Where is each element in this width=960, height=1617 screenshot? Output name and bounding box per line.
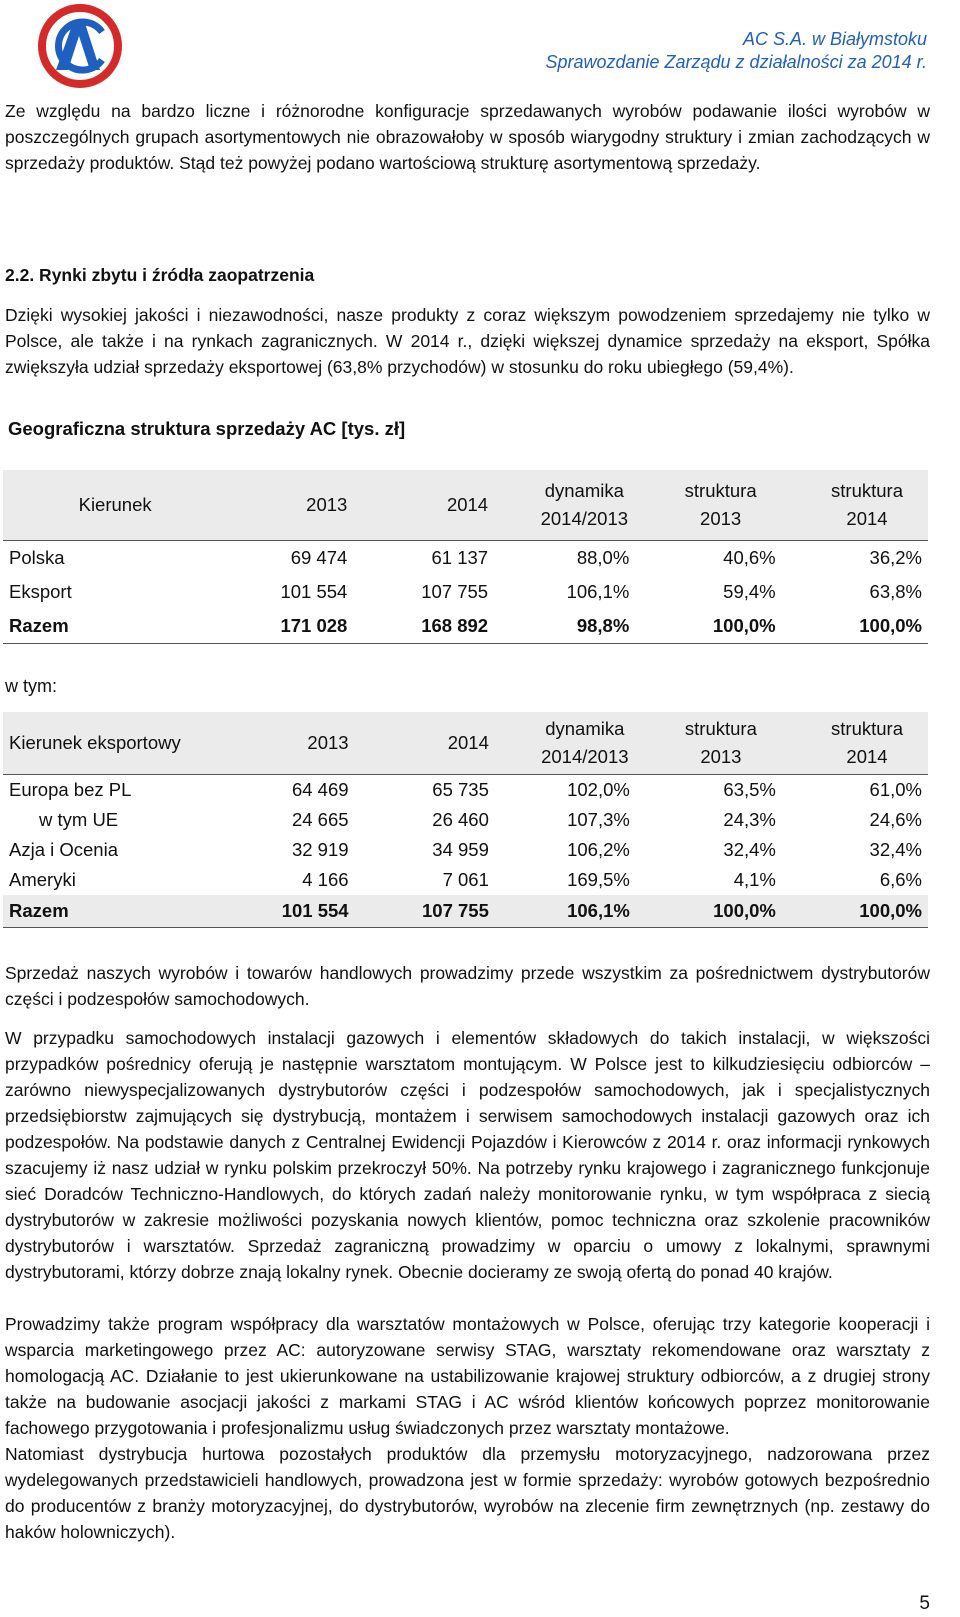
table-total-row: Razem 101 554 107 755 106,1% 100,0% 100,0% bbox=[3, 895, 928, 928]
table-header-row bbox=[3, 470, 928, 541]
section-paragraph: Dzięki wysokiej jakości i niezawodności, nasze produkty z coraz większym powodzeniem sprzedajemy nie tylko w Polsce, ale także i na rynkach zagranicznych. W 2014 r., dzięki większej dynamice sprzedaży na eksport, Spółka zwiększyła udział sprzedaży eksportowej (63,8% przychodów) w stosunku do roku ubiegłego (59,4%). bbox=[5, 305, 930, 377]
gas-installations-paragraph: W przypadku samochodowych instalacji gazowych i elementów składowych do takich instalacji, w większości przypadków pośrednicy oferują je następnie warsztatom montującym. W Polsce jest to kilkudziesięciu odbiorców – zarówno niewyspecjalizowanych dystrybutorów części i podzespołów samochodowych, jak i specjalistycznych przedsiębiorstw zajmujących się dystrybucją, montażem i serwisem samochodowych instalacji gazowych oraz ich podzespołów. Na podstawie danych z Centralnej Ewidencji Pojazdów i Kierowców z 2014 r. oraz informacji rynkowych szacujemy iż nasz udział w rynku polskim przekroczył 50%. Na potrzeby rynku krajowego i zagranicznego funkcjonuje sieć Doradców Techniczno-Handlowych, do których zadań należy monitorowanie rynku, w tym współpraca z siecią dystrybutorów w zakresie możliwości pozyskania nowych klientów, pomoc techniczna oraz szkolenie pracowników dystrybutorów i warsztatów. Sprzedaż zagraniczną prowadzimy w oparciu o umowy z lokalnymi, sprawnymi dystrybutorami, którzy dobrze znają lokalny rynek. Obecnie docieramy ze swoją ofertą do ponad 40 krajów. bbox=[5, 1028, 930, 1282]
header-cell: struktura 2014 bbox=[782, 470, 928, 541]
section-heading: 2.2. Rynki zbytu i źródła zaopatrzenia bbox=[5, 265, 315, 285]
table1-title: Geograficzna struktura sprzedaży AC [tys. zł] bbox=[8, 418, 406, 439]
document-header bbox=[545, 28, 927, 74]
table-row: Eksport 101 554 107 755 106,1% 59,4% 63,8% bbox=[9, 581, 922, 602]
table-row: Europa bez PL 64 469 65 735 102,0% 63,5% 61,0% bbox=[9, 779, 922, 800]
company-name: AC S.A. w Białymstoku bbox=[742, 29, 927, 49]
table-row: Ameryki 4 166 7 061 169,5% 4,1% 6,6% bbox=[9, 869, 922, 890]
ac-logo bbox=[30, 2, 130, 90]
table-row: Polska 69 474 61 137 88,0% 40,6% 36,2% bbox=[9, 547, 922, 568]
export-sales-table bbox=[3, 712, 928, 928]
geographic-sales-table bbox=[3, 470, 928, 644]
report-title: Sprawozdanie Zarządu z działalności za 2014 r. bbox=[545, 52, 927, 72]
header-cell: 2013 bbox=[227, 470, 353, 541]
page-number: 5 bbox=[919, 1593, 930, 1614]
intro-paragraph: Ze względu na bardzo liczne i różnorodne konfiguracje sprzedawanych wyrobów podawanie ilości wyrobów w poszczególnych grupach asortymentowych nie obrazowałoby w sposób wiarygodny struktury i zmian zachodzących w sprzedaży produktów. Stąd też powyżej podano wartościową strukturę asortymentową sprzedaży. bbox=[5, 101, 930, 173]
table-row: w tym UE 24 665 26 460 107,3% 24,3% 24,6% bbox=[39, 809, 922, 830]
header-cell: struktura 2013 bbox=[636, 712, 782, 775]
header-cell: dynamika 2014/2013 bbox=[495, 712, 636, 775]
header-cell: dynamika 2014/2013 bbox=[494, 470, 635, 541]
header-cell: struktura 2014 bbox=[782, 712, 928, 775]
header-cell: 2014 bbox=[353, 470, 494, 541]
wtym-label: w tym: bbox=[5, 676, 57, 696]
distributors-paragraph: Sprzedaż naszych wyrobów i towarów handlowych prowadzimy przede wszystkim za pośrednictwem dystrybutorów części i podzespołów samochodowych. bbox=[5, 963, 930, 1009]
table-total-row: Razem 171 028 168 892 98,8% 100,0% 100,0% bbox=[3, 609, 928, 644]
table-row: Azja i Ocenia 32 919 34 959 106,2% 32,4% 32,4% bbox=[9, 839, 922, 860]
header-cell: struktura 2013 bbox=[635, 470, 781, 541]
cooperation-program-paragraph: Prowadzimy także program współpracy dla warsztatów montażowych w Polsce, oferując trzy kategorie kooperacji i wsparcia marketingowego przez AC: autoryzowane serwisy STAG, warsztaty rekomendowane oraz warsztaty z homologacją AC. Działanie to jest ukierunkowane na ustabilizowanie krajowej struktury odbiorców, a z drugiej strony także na budowanie asocjacji jakości z markami STAG i AC wśród klientów końcowych poprzez monitorowanie fachowego przygotowania i profesjonalizmu usług świadczonych przez warsztaty montażowe. bbox=[5, 1314, 930, 1438]
header-cell: 2014 bbox=[355, 712, 495, 775]
header-cell: 2013 bbox=[229, 712, 355, 775]
table-header-row bbox=[3, 712, 928, 775]
wholesale-paragraph: Natomiast dystrybucja hurtowa pozostałych produktów dla przemysłu motoryzacyjnego, nadzorowana przez wydelegowanych przedstawicieli handlowych, prowadzona jest w formie sprzedaży: wyrobów gotowych bezpośrednio do producentów z branży motoryzacyjnej, do dystrybutorów, wyrobów na zlecenie firm zewnętrznych (np. zestawy do haków holowniczych). bbox=[5, 1444, 930, 1542]
header-cell: Kierunek bbox=[3, 470, 227, 541]
header-cell: Kierunek eksportowy bbox=[3, 712, 229, 775]
